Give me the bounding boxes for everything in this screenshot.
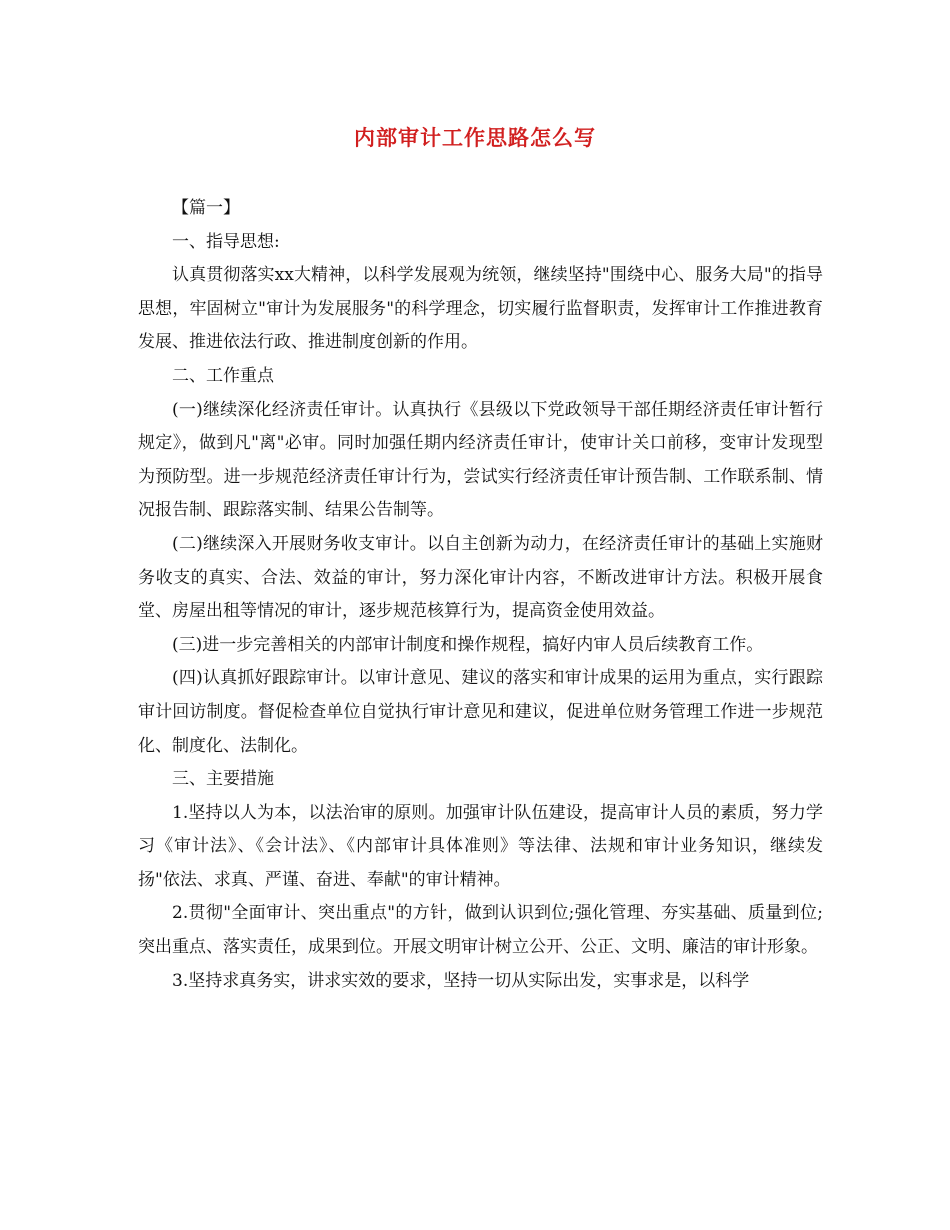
body-paragraph: (三)进一步完善相关的内部审计制度和操作规程，搞好内审人员后续教育工作。	[172, 634, 764, 655]
body-paragraph: (四)认真抓好跟踪审计。以审计意见、建议的落实和审计成果的运用为重点，实行跟踪审计回访制度。督促检查单位自觉执行审计意见和建议，促进单位财务管理工作进一步规范化、制度化、法制化。	[138, 668, 823, 756]
body-paragraph: (一)继续深化经济责任审计。认真执行《县级以下党政领导干部任期经济责任审计暂行规定》，做到凡"离"必审。同时加强任期内经济责任审计，使审计关口前移，变审计发现型为预防型。进一步规范经济责任审计行为，尝试实行经济责任审计预告制、工作联系制、情况报告制、跟踪落实制、结果公告制等。	[138, 399, 823, 521]
body-paragraph: 认真贯彻落实xx大精神，以科学发展观为统领，继续坚持"围绕中心、服务大局"的指导思想，牢固树立"审计为发展服务"的科学理念，切实履行监督职责，发挥审计工作推进教育发展、推进依法行政、推进制度创新的作用。	[138, 265, 823, 353]
section-heading: 三、主要措施	[172, 769, 274, 790]
section-heading: 二、工作重点	[172, 365, 274, 386]
document-body	[138, 192, 823, 998]
section-heading: 一、指导思想:	[172, 231, 280, 252]
body-paragraph: 3.坚持求真务实，讲求实效的要求，坚持一切从实际出发，实事求是，以科学	[172, 970, 750, 991]
document-title: 内部审计工作思路怎么写	[354, 125, 596, 150]
body-paragraph: 2.贯彻"全面审计、突出重点"的方针，做到认识到位;强化管理、夯实基础、质量到位;突出重点、落实责任，成果到位。开展文明审计树立公开、公正、文明、廉洁的审计形象。	[138, 903, 823, 958]
section-label: 【篇一】	[172, 198, 240, 218]
body-paragraph: 1.坚持以人为本，以法治审的原则。加强审计队伍建设，提高审计人员的素质，努力学习《审计法》、《会计法》、《内部审计具体准则》等法律、法规和审计业务知识，继续发扬"依法、求真、严谨、奋进、奉献"的审计精神。	[138, 802, 823, 890]
body-paragraph: (二)继续深入开展财务收支审计。以自主创新为动力，在经济责任审计的基础上实施财务收支的真实、合法、效益的审计，努力深化审计内容，不断改进审计方法。积极开展食堂、房屋出租等情况的审计，逐步规范核算行为，提高资金使用效益。	[138, 533, 823, 622]
